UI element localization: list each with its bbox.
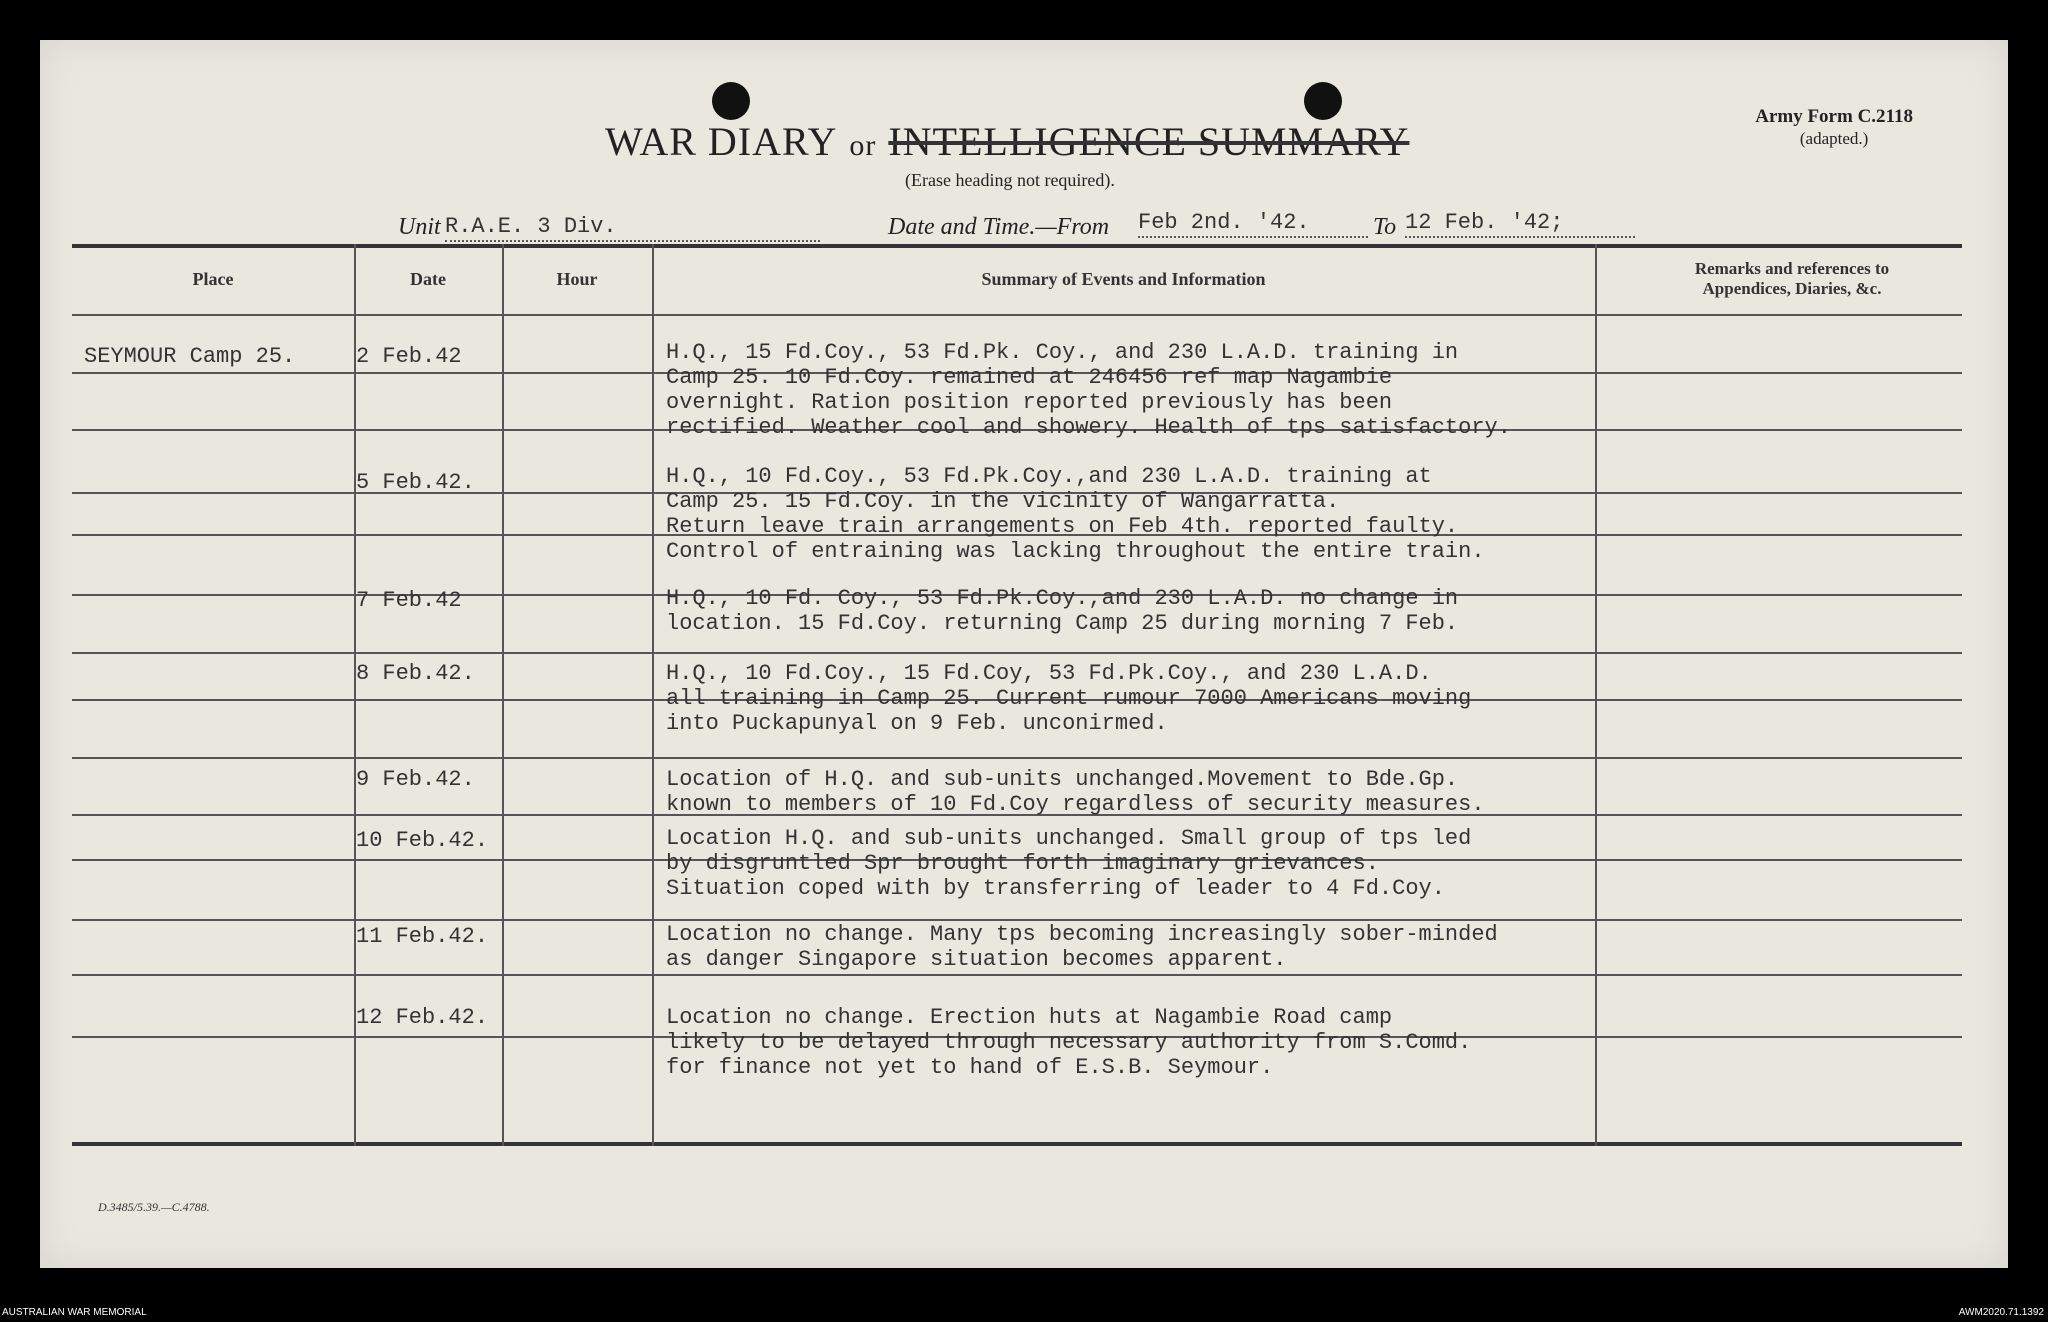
- page-title: [605, 118, 1409, 165]
- entry-date: 7 Feb.42: [356, 588, 462, 613]
- form-number: [1755, 106, 1913, 150]
- entry-text: Location no change. Erection huts at Nagambie Road camp likely to be delayed through necessary authority from S.Comd. for finance not yet to hand of E.S.B. Seymour.: [666, 1005, 1472, 1080]
- entry-text: Location H.Q. and sub-units unchanged. Small group of tps led by disgruntled Spr brought forth imaginary grievances. Situation coped with by transferring of leader to 4 Fd.Coy.: [666, 826, 1472, 901]
- entry-date: 12 Feb.42.: [356, 1005, 489, 1030]
- col-remarks: Remarks and references to Appendices, Diaries, &c.: [1694, 259, 1890, 298]
- entry-text: H.Q., 10 Fd. Coy., 53 Fd.Pk.Coy.,and 230 L.A.D. no change in location. 15 Fd.Coy. returning Camp 25 during morning 7 Feb.: [666, 586, 1459, 636]
- entry-text: H.Q., 10 Fd.Coy., 53 Fd.Pk.Coy.,and 230 L.A.D. training at Camp 25. 15 Fd.Coy. in the vicinity of Wangarratta. Return leave train arrangements on Feb 4th. reported faulty. Control of entraining was lacking throughout the entire train.: [666, 464, 1485, 564]
- entry-text: H.Q., 15 Fd.Coy., 53 Fd.Pk. Coy., and 230 L.A.D. training in Camp 25. 10 Fd.Coy. remained at 246456 ref map Nagambie overnight. Ration position reported previously has been rectified. Weather cool and showery. Health of tps satisfactory.: [666, 340, 1511, 440]
- to-label: To: [1373, 214, 1397, 240]
- entry-text: Location of H.Q. and sub-units unchanged.Movement to Bde.Gp. known to members of 10 Fd.Coy regardless of security measures.: [666, 767, 1485, 817]
- col-place: Place: [192, 268, 234, 289]
- entry-text: H.Q., 10 Fd.Coy., 15 Fd.Coy, 53 Fd.Pk.Coy., and 230 L.A.D. all training in Camp 25. Current rumour 7000 Americans moving into Puckapunyal on 9 Feb. unconirmed.: [666, 661, 1472, 736]
- entry-date: 10 Feb.42.: [356, 828, 489, 853]
- entry-date: 5 Feb.42.: [356, 470, 475, 495]
- archive-id: AWM2020.71.1392: [1958, 1307, 2044, 1318]
- diary-table: [72, 244, 1962, 1146]
- war-diary-sheet: [40, 40, 2008, 1268]
- form-adapted: (adapted.): [1799, 129, 1869, 148]
- col-hour: Hour: [556, 268, 598, 289]
- date-from: Feb 2nd. '42.: [1138, 210, 1368, 238]
- punch-hole: [712, 82, 750, 120]
- form-number-label: Army Form C.2118: [1755, 106, 1913, 127]
- place-cell: SEYMOUR Camp 25.: [84, 344, 296, 369]
- col-date: Date: [410, 268, 446, 289]
- title-war-diary: WAR DIARY: [605, 119, 838, 164]
- col-summary: Summary of Events and Information: [981, 268, 1266, 289]
- date-label: Date and Time.—From: [888, 214, 1110, 240]
- unit-value: R.A.E. 3 Div.: [445, 214, 820, 242]
- archive-caption: AUSTRALIAN WAR MEMORIAL: [2, 1307, 147, 1318]
- entry-date: 2 Feb.42: [356, 344, 462, 369]
- title-or: or: [849, 129, 877, 162]
- entry-date: 11 Feb.42.: [356, 924, 489, 949]
- erase-note: (Erase heading not required).: [905, 170, 1115, 190]
- form-print-code: D.3485/5.39.—C.4788.: [98, 1200, 210, 1214]
- unit-label: Unit: [398, 214, 441, 240]
- title-intelligence-summary: INTELLIGENCE SUMMARY: [888, 119, 1410, 164]
- entry-text: Location no change. Many tps becoming increasingly sober-minded as danger Singapore situation becomes apparent.: [666, 922, 1498, 972]
- entry-date: 8 Feb.42.: [356, 661, 475, 686]
- date-to: 12 Feb. '42;: [1405, 210, 1635, 238]
- entry-date: 9 Feb.42.: [356, 767, 475, 792]
- punch-hole: [1304, 82, 1342, 120]
